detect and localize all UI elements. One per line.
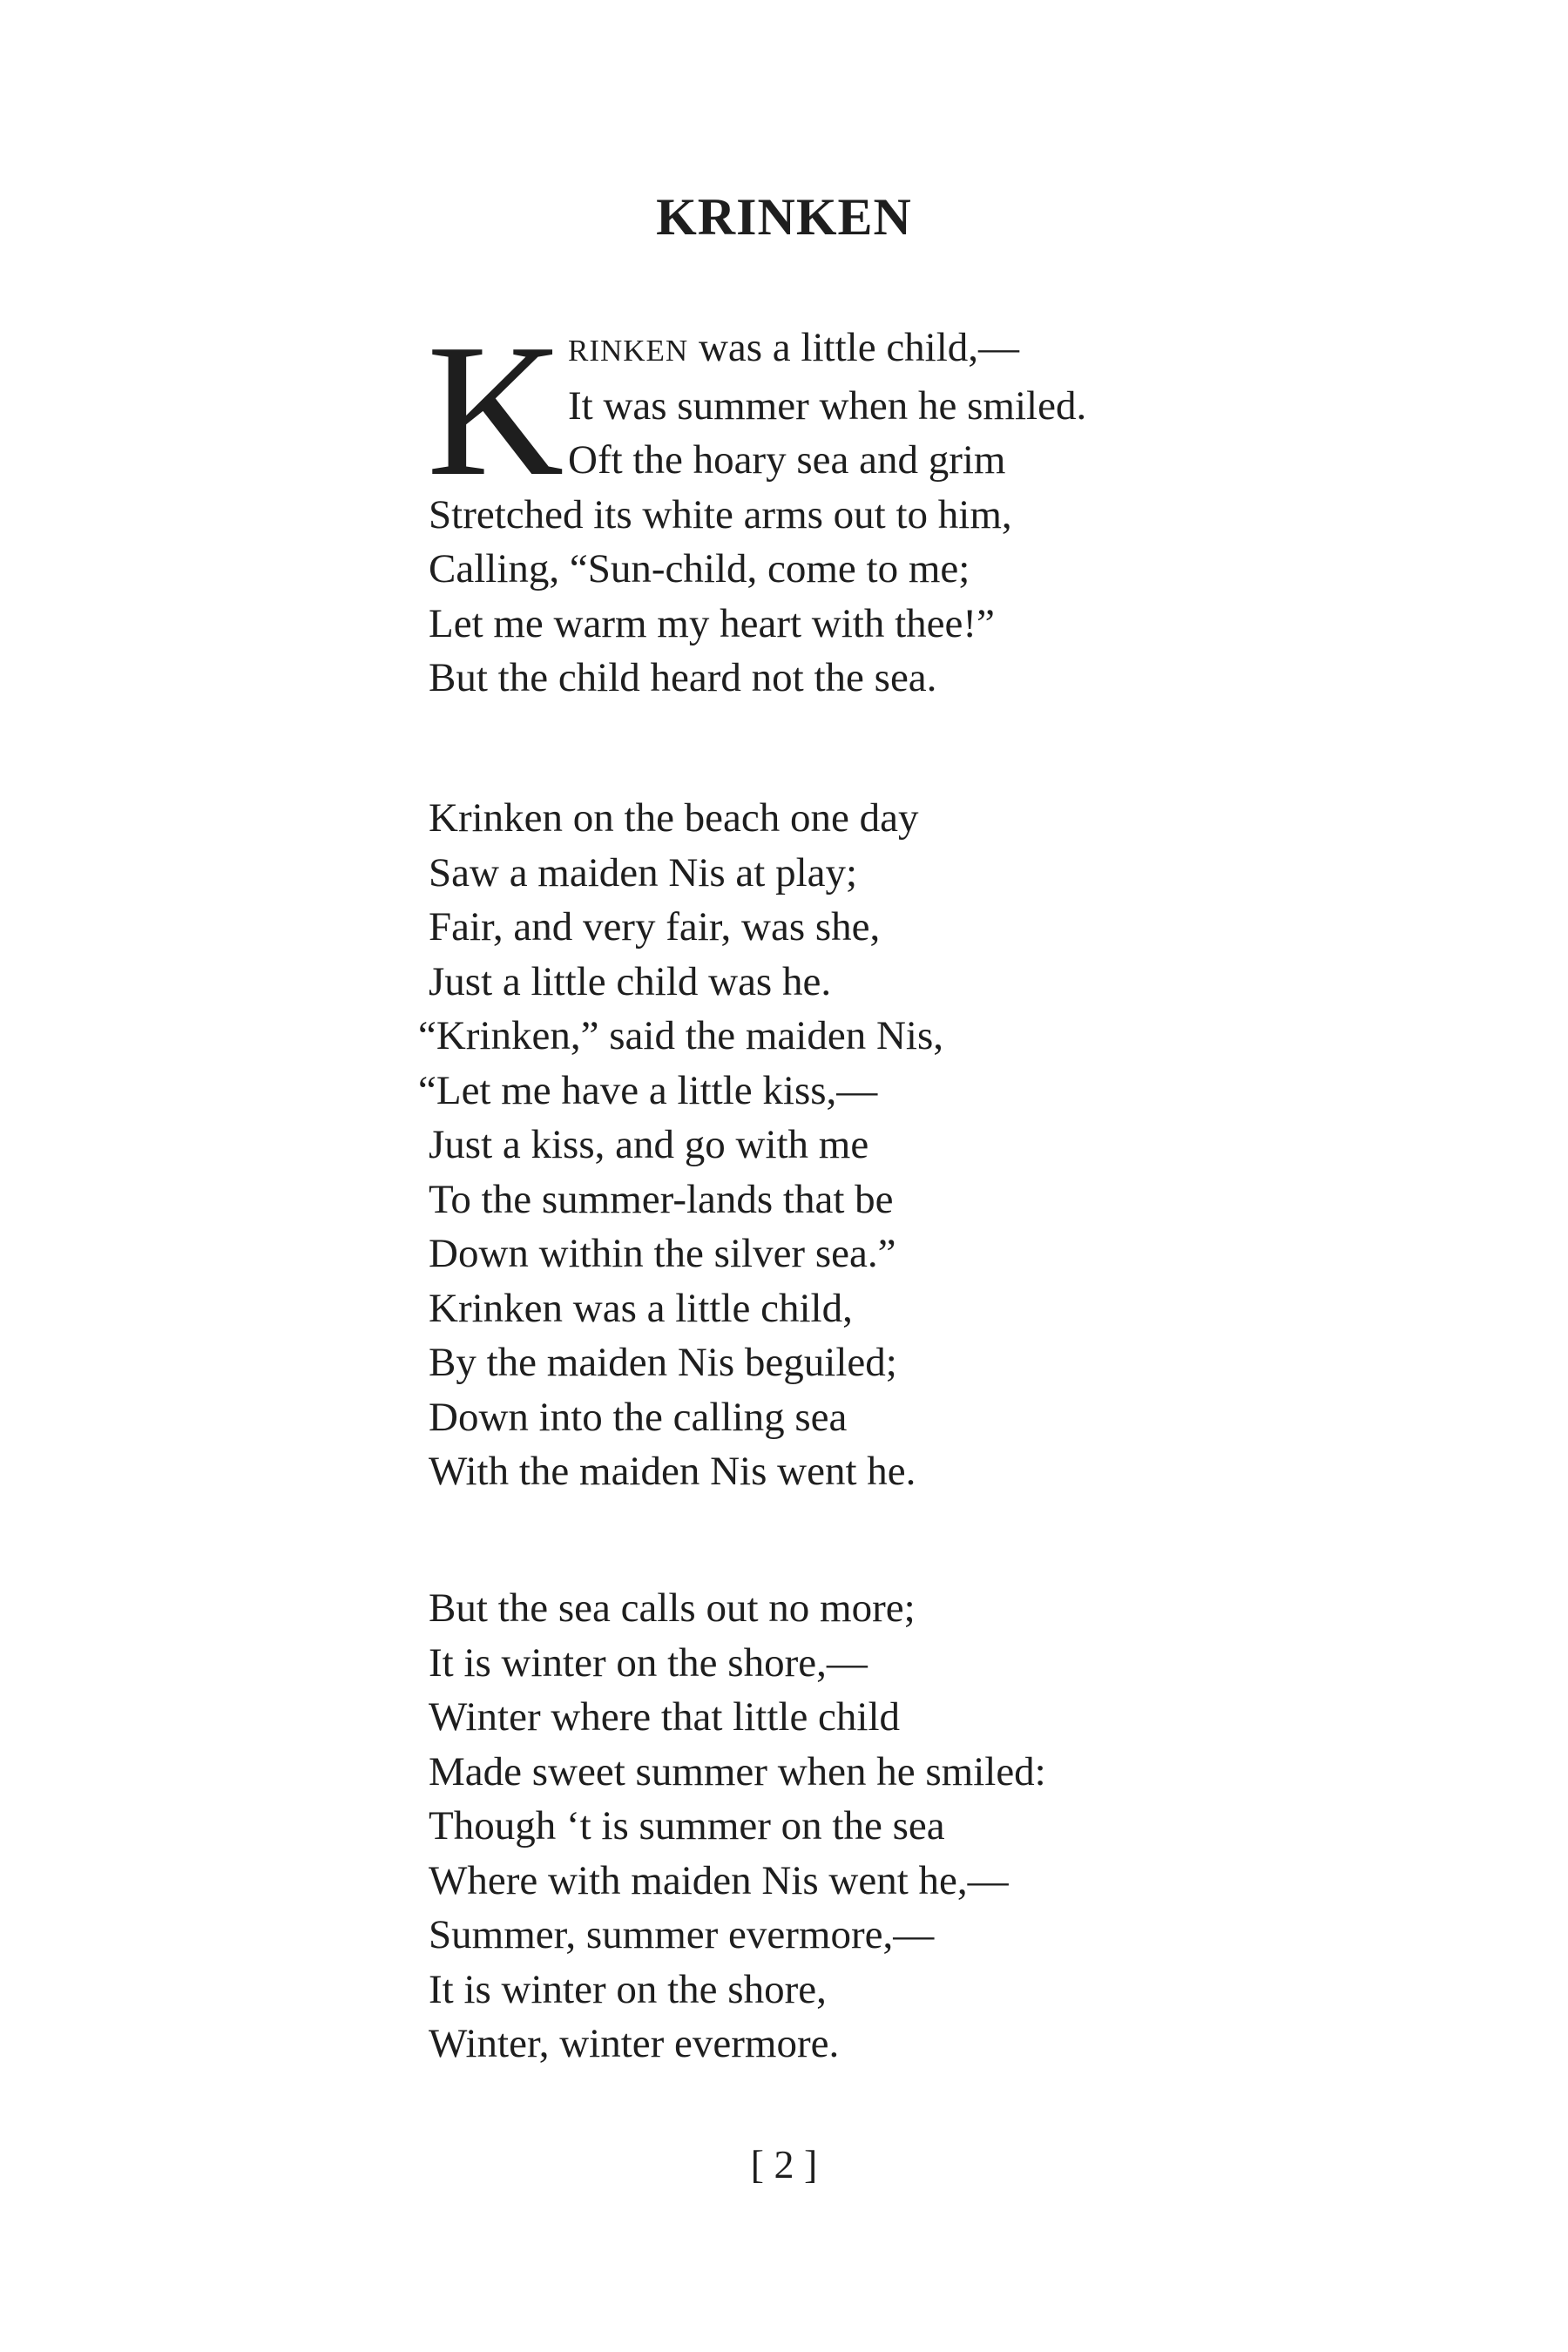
poem-line [418,321,1202,379]
page-number: [ 2 ] [750,2142,818,2186]
drop-cap: K [427,306,564,516]
poem-line: Krinken on the beach one day [429,795,919,841]
poem-line: But the sea calls out no more; [429,1585,916,1631]
poem-title: KRINKEN [656,188,912,246]
poem-line: Winter, winter evermore. [429,2021,840,2066]
poem-line: Winter where that little child [429,1694,901,1740]
poem-line: “Let me have a little kiss,— [418,1067,878,1113]
poem-line: Saw a maiden Nis at play; [429,849,858,896]
poem-line: It is winter on the shore,— [429,1639,868,1686]
poem-line: Though ‘t is summer on the sea [429,1803,945,1848]
poem-line: Stretched its white arms out to him, [429,491,1012,537]
poem-line: It is winter on the shore, [429,1966,827,2012]
poem-line: Down into the calling sea [429,1394,848,1440]
poem-line: But the child heard not the sea. [429,655,937,700]
poem-line: To the summer-lands that be [429,1176,894,1222]
poem-line: Calling, “Sun-child, come to me; [429,546,970,591]
poem-line: It was summer when he smiled. [568,382,1087,429]
poem-line: Fair, and very fair, was she, [429,904,881,950]
poem-line: With the maiden Nis went he. [429,1449,916,1494]
poem-line: Made sweet summer when he smiled: [429,1748,1046,1794]
poem-line-text: was a little child,— [688,325,1020,370]
poem-line: Summer, summer evermore,— [429,1912,935,1957]
poem-line: Down within the silver sea.” [429,1231,896,1276]
first-word-smallcaps: RINKEN [568,334,689,368]
poem-line: Where with maiden Nis went he,— [429,1857,1009,1903]
poem-line: Krinken was a little child, [429,1285,853,1331]
stanza-2 [418,791,1202,1499]
stanza-3 [418,1581,1202,2072]
poem-line: Just a kiss, and go with me [429,1122,869,1167]
poem-line: By the maiden Nis beguiled; [429,1340,897,1385]
stanza-1 [418,306,1202,706]
poem-line: Just a little child was he. [429,958,832,1004]
poem-line: Oft the hoary sea and grim [568,437,1006,483]
poem-line: Let me warm my heart with thee!” [429,600,995,646]
poem-line: “Krinken,” said the maiden Nis, [418,1013,943,1058]
